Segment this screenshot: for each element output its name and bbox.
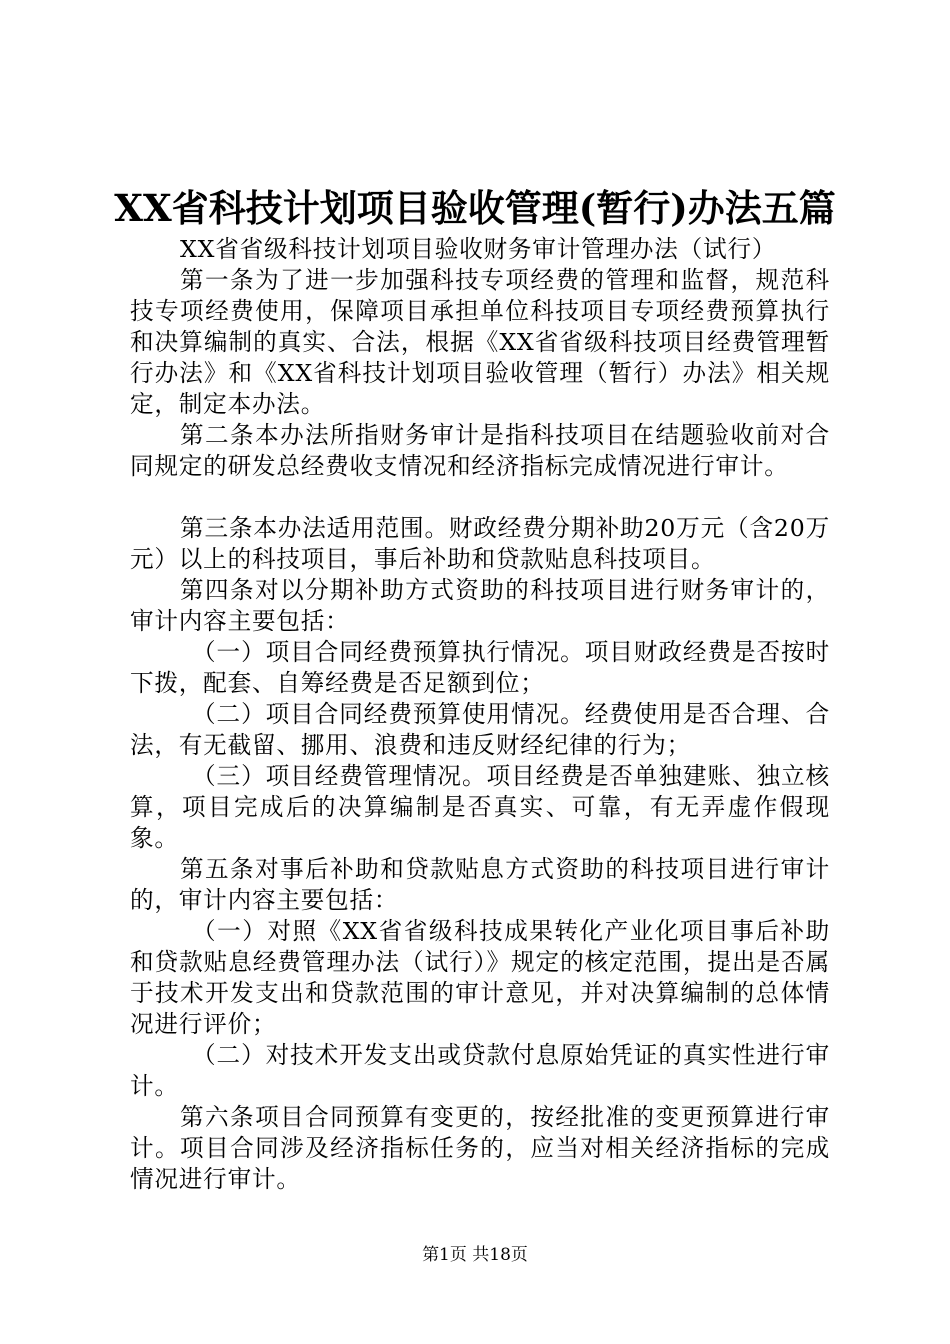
- document-body: [130, 234, 830, 1195]
- paragraph-article-4-item-2: （二）项目合同经费预算使用情况。经费使用是否合理、合法，有无截留、挪用、浪费和违反财经纪律的行为；: [130, 700, 830, 759]
- paragraph-article-1: 第一条为了进一步加强科技专项经费的管理和监督，规范科技专项经费使用，保障项目承担单位科技项目专项经费预算执行和决算编制的真实、合法，根据《XX省省级科技项目经费管理暂行办法》和《XX省科技计划项目验收管理（暂行）办法》相关规定，制定本办法。: [130, 266, 830, 418]
- document-subtitle: XX省省级科技计划项目验收财务审计管理办法（试行）: [180, 235, 777, 263]
- paragraph-article-3: 第三条本办法适用范围。财政经费分期补助20万元（含20万元）以上的科技项目，事后补助和贷款贴息科技项目。: [130, 514, 830, 573]
- paragraph-article-5-item-2: （二）对技术开发支出或贷款付息原始凭证的真实性进行审计。: [130, 1041, 830, 1100]
- paragraph-article-4-item-1: （一）项目合同经费预算执行情况。项目财政经费是否按时下拨，配套、自筹经费是否足额到位；: [130, 638, 830, 697]
- paragraph-article-5: 第五条对事后补助和贷款贴息方式资助的科技项目进行审计的，审计内容主要包括：: [130, 855, 830, 914]
- paragraph-spacer: [130, 482, 830, 513]
- document-title: XX省科技计划项目验收管理(暂行)办法五篇: [114, 186, 836, 230]
- page-number-footer: 第1页 共18页: [422, 1245, 528, 1265]
- paragraph-article-5-item-1: （一）对照《XX省省级科技成果转化产业化项目事后补助和贷款贴息经费管理办法（试行）》规定的核定范围，提出是否属于技术开发支出和贷款范围的审计意见，并对决算编制的总体情况进行评价；: [130, 917, 830, 1038]
- paragraph-article-2: 第二条本办法所指财务审计是指科技项目在结题验收前对合同规定的研发总经费收支情况和经济指标完成情况进行审计。: [130, 421, 830, 480]
- paragraph-article-6: 第六条项目合同预算有变更的，按经批准的变更预算进行审计。项目合同涉及经济指标任务的，应当对相关经济指标的完成情况进行审计。: [130, 1103, 830, 1193]
- paragraph-article-4-item-3: （三）项目经费管理情况。项目经费是否单独建账、独立核算，项目完成后的决算编制是否真实、可靠，有无弄虚作假现象。: [130, 762, 830, 852]
- paragraph-article-4: 第四条对以分期补助方式资助的科技项目进行财务审计的，审计内容主要包括：: [130, 576, 830, 635]
